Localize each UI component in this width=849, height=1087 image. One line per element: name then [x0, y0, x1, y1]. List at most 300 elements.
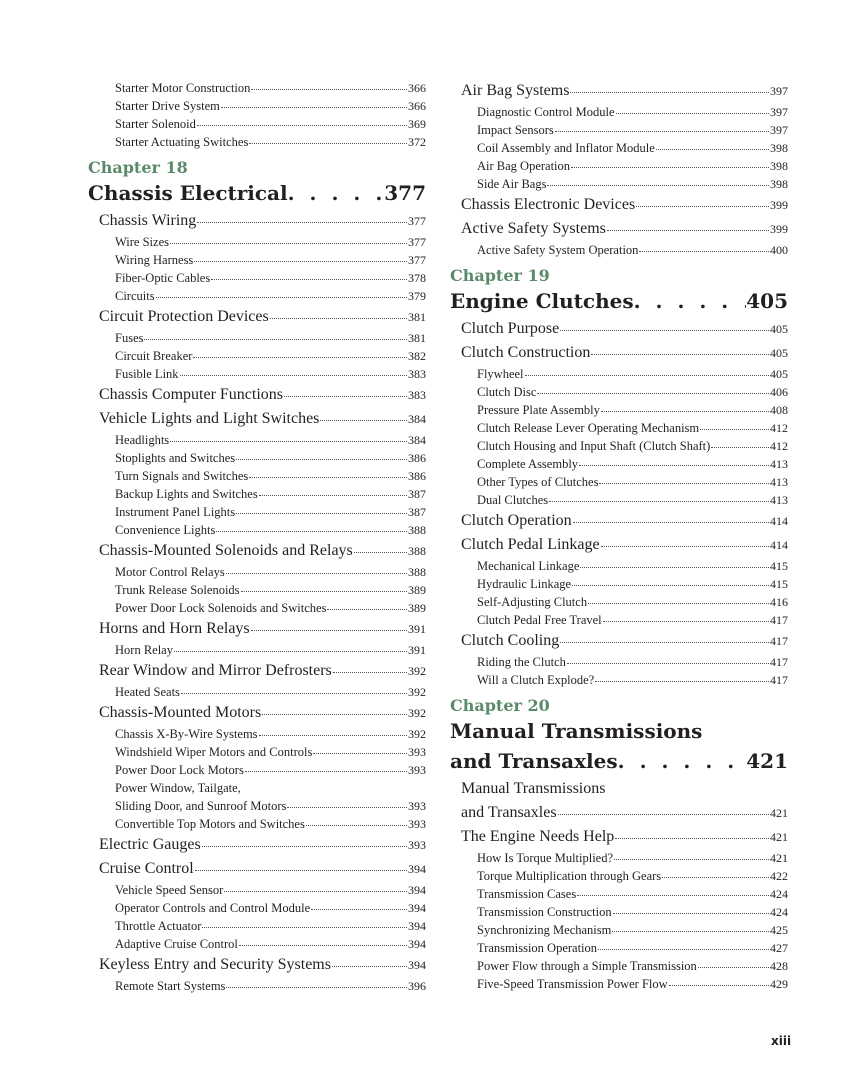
toc-entry-page: 381	[408, 331, 426, 345]
toc-entry-title: Circuit Protection Devices	[99, 308, 269, 325]
toc-entry-page: 394	[408, 901, 426, 915]
toc-entry-title: Complete Assembly	[477, 457, 579, 471]
toc-entry-page: 382	[408, 349, 426, 363]
toc-entry-title: Clutch Disc	[477, 385, 537, 399]
dot-leader	[197, 125, 407, 126]
toc-subsection[interactable]	[450, 437, 788, 455]
toc-entry-title: Starter Drive System	[115, 99, 220, 113]
toc-section[interactable]	[450, 509, 788, 533]
dot-leader	[656, 149, 769, 150]
dot-leader	[194, 261, 407, 262]
toc-entry-page: 412	[770, 421, 788, 435]
toc-entry-title: Coil Assembly and Inflator Module	[477, 141, 655, 155]
toc-subsection[interactable]	[450, 849, 788, 867]
toc-entry-page: 416	[770, 595, 788, 609]
toc-subsection[interactable]	[450, 241, 788, 259]
dot-leader	[571, 167, 769, 168]
toc-subsection[interactable]	[450, 957, 788, 975]
dot-leader	[580, 567, 769, 568]
toc-entry-page: 392	[408, 664, 426, 678]
toc-entry-page: 389	[408, 583, 426, 597]
chapter-label: Chapter 19	[450, 266, 550, 285]
toc-section[interactable]	[88, 617, 426, 641]
toc-entry-page: 377	[408, 253, 426, 267]
toc-entry-page: 394	[408, 862, 426, 876]
toc-entry-title: Remote Start Systems	[115, 979, 226, 993]
toc-entry-title: Power Door Lock Solenoids and Switches	[115, 601, 327, 615]
toc-entry-page: 391	[408, 643, 426, 657]
toc-entry-page: 388	[408, 523, 426, 537]
toc-section[interactable]	[450, 533, 788, 557]
toc-subsection[interactable]	[88, 347, 426, 365]
toc-subsection[interactable]	[88, 935, 426, 953]
toc-entry-title: Cruise Control	[99, 860, 194, 877]
toc-entry-title: Chassis-Mounted Motors	[99, 704, 262, 721]
toc-entry-page: 428	[770, 959, 788, 973]
toc-entry-title: Impact Sensors	[477, 123, 554, 137]
toc-section[interactable]	[88, 383, 426, 407]
toc-entry-page: 397	[770, 123, 788, 137]
dot-leader	[284, 396, 407, 397]
dot-leader	[251, 630, 407, 631]
toc-entry-page: 393	[408, 763, 426, 777]
toc-subsection[interactable]	[88, 899, 426, 917]
toc-section[interactable]	[88, 953, 426, 977]
dot-leader	[525, 375, 769, 376]
toc-entry-title: Heated Seats	[115, 685, 180, 699]
toc-entry-title: Clutch Cooling	[461, 632, 560, 649]
dot-leader	[603, 621, 769, 622]
toc-entry-page: 394	[408, 958, 426, 972]
toc-entry-page: 386	[408, 469, 426, 483]
toc-subsection[interactable]	[88, 251, 426, 269]
toc-subsection[interactable]	[88, 641, 426, 659]
toc-entry-title: Transmission Cases	[477, 887, 577, 901]
dot-leader	[567, 663, 769, 664]
toc-entry-title: and Transaxles	[461, 804, 557, 821]
dot-leader	[288, 179, 385, 207]
dot-leader	[598, 949, 769, 950]
toc-subsection[interactable]	[450, 121, 788, 139]
toc-section[interactable]	[88, 833, 426, 857]
dot-leader	[560, 330, 769, 331]
toc-subsection[interactable]	[88, 581, 426, 599]
dot-leader	[156, 297, 407, 298]
dot-leader	[669, 985, 769, 986]
toc-section[interactable]	[88, 539, 426, 563]
toc-entry-page: 405	[770, 367, 788, 381]
chapter-title[interactable]	[88, 179, 426, 207]
dot-leader	[226, 573, 407, 574]
toc-entry-page: 383	[408, 388, 426, 402]
toc-entry-title: Side Air Bags	[477, 177, 547, 191]
chapter-page: 421	[746, 749, 788, 773]
toc-right-column	[450, 79, 788, 993]
toc-entry-page: 397	[770, 105, 788, 119]
toc-entry-page: 369	[408, 117, 426, 131]
toc-entry-title: The Engine Needs Help	[461, 828, 615, 845]
toc-entry-page: 413	[770, 457, 788, 471]
toc-entry-page: 424	[770, 905, 788, 919]
toc-entry-page: 394	[408, 883, 426, 897]
toc-entry-page: 406	[770, 385, 788, 399]
toc-entry-page: 366	[408, 81, 426, 95]
dot-leader	[612, 931, 769, 932]
toc-subsection[interactable]	[450, 491, 788, 509]
toc-subsection[interactable]	[88, 115, 426, 133]
toc-entry-title: Pressure Plate Assembly	[477, 403, 600, 417]
chapter-label: Chapter 18	[88, 158, 188, 177]
toc-entry-page: 422	[770, 869, 788, 883]
toc-subsection[interactable]	[88, 431, 426, 449]
dot-leader	[262, 714, 407, 715]
dot-leader	[180, 375, 407, 376]
toc-entry-title: Chassis Electronic Devices	[461, 196, 636, 213]
toc-entry-page: 392	[408, 706, 426, 720]
toc-entry-title: Starter Solenoid	[115, 117, 196, 131]
dot-leader	[170, 243, 407, 244]
toc-entry-title: Power Flow through a Simple Transmission	[477, 959, 697, 973]
toc-subsection[interactable]	[450, 671, 788, 689]
toc-entry-page: 377	[408, 235, 426, 249]
toc-entry-title: Riding the Clutch	[477, 655, 566, 669]
toc-entry-title: Stoplights and Switches	[115, 451, 236, 465]
toc-section[interactable]	[450, 217, 788, 241]
toc-subsection[interactable]	[450, 365, 788, 383]
dot-leader	[332, 966, 407, 967]
dot-leader	[547, 185, 769, 186]
toc-subsection[interactable]	[450, 139, 788, 157]
toc-entry-title: Active Safety System Operation	[477, 243, 639, 257]
toc-section[interactable]	[88, 659, 426, 683]
toc-subsection[interactable]	[88, 133, 426, 151]
toc-entry-page: 391	[408, 622, 426, 636]
toc-entry-title: Wiring Harness	[115, 253, 194, 267]
toc-entry-page: 398	[770, 141, 788, 155]
toc-subsection[interactable]	[88, 503, 426, 521]
toc-section[interactable]	[450, 193, 788, 217]
toc-subsection[interactable]	[450, 383, 788, 401]
toc-entry-page: 387	[408, 505, 426, 519]
toc-subsection[interactable]	[88, 881, 426, 899]
dot-leader	[558, 814, 769, 815]
toc-subsection[interactable]	[450, 473, 788, 491]
dot-leader	[202, 846, 407, 847]
toc-entry-page: 384	[408, 433, 426, 447]
toc-subsection[interactable]	[450, 867, 788, 885]
page-number: xiii	[771, 1034, 792, 1048]
toc-entry-title: Fiber-Optic Cables	[115, 271, 211, 285]
toc-section[interactable]	[450, 629, 788, 653]
dot-leader	[216, 531, 407, 532]
toc-entry-title: Chassis Wiring	[99, 212, 197, 229]
toc-entry-page: 408	[770, 403, 788, 417]
dot-leader	[549, 501, 769, 502]
dot-leader	[259, 735, 407, 736]
toc-entry-page: 393	[408, 838, 426, 852]
toc-subsection[interactable]	[450, 557, 788, 575]
dot-leader	[249, 477, 407, 478]
toc-entry-page: 424	[770, 887, 788, 901]
toc-entry-page: 392	[408, 727, 426, 741]
chapter-title[interactable]	[450, 287, 788, 315]
toc-subsection[interactable]	[88, 97, 426, 115]
dot-leader	[241, 591, 407, 592]
toc-entry-title: Motor Control Relays	[115, 565, 225, 579]
toc-section[interactable]	[450, 341, 788, 365]
toc-entry-title: Rear Window and Mirror Defrosters	[99, 662, 332, 679]
toc-entry-title: Circuit Breaker	[115, 349, 193, 363]
dot-leader	[195, 870, 407, 871]
toc-subsection[interactable]	[88, 79, 426, 97]
toc-entry-title: Will a Clutch Explode?	[477, 673, 595, 687]
toc-subsection[interactable]	[450, 593, 788, 611]
toc-subsection[interactable]	[88, 287, 426, 305]
toc-subsection[interactable]	[450, 575, 788, 593]
toc-section[interactable]	[450, 79, 788, 103]
toc-entry-title: Air Bag Systems	[461, 82, 570, 99]
dot-leader	[615, 838, 769, 839]
toc-entry-title: Windshield Wiper Motors and Controls	[115, 745, 313, 759]
toc-subsection[interactable]	[88, 977, 426, 995]
toc-entry-title: Horns and Horn Relays	[99, 620, 250, 637]
toc-entry-title: Keyless Entry and Security Systems	[99, 956, 331, 973]
dot-leader	[236, 513, 407, 514]
dot-leader	[236, 459, 407, 460]
toc-entry-title: Throttle Actuator	[115, 919, 202, 933]
toc-subsection[interactable]	[88, 563, 426, 581]
toc-entry-title-line1: Manual Transmissions	[461, 780, 606, 797]
toc-subsection[interactable]	[88, 743, 426, 761]
toc-section[interactable]	[88, 209, 426, 233]
toc-entry-page: 412	[770, 439, 788, 453]
toc-entry-page: 393	[408, 817, 426, 831]
toc-entry-page: 398	[770, 177, 788, 191]
toc-subsection[interactable]	[88, 329, 426, 347]
toc-section[interactable]	[450, 317, 788, 341]
dot-leader	[601, 546, 769, 547]
toc-entry-page: 388	[408, 544, 426, 558]
toc-entry-title: Chassis Computer Functions	[99, 386, 284, 403]
dot-leader	[634, 287, 747, 315]
dot-leader	[211, 279, 407, 280]
toc-entry-title: Clutch Pedal Free Travel	[477, 613, 602, 627]
toc-entry-title: Clutch Construction	[461, 344, 591, 361]
chapter-title-text: and Transaxles	[450, 749, 618, 773]
dot-leader	[306, 825, 407, 826]
dot-leader	[570, 92, 769, 93]
toc-subsection[interactable]	[450, 419, 788, 437]
toc-section[interactable]	[450, 825, 788, 849]
toc-subsection[interactable]	[450, 455, 788, 473]
toc-subsection[interactable]	[88, 269, 426, 287]
dot-leader	[601, 411, 769, 412]
dot-leader	[181, 693, 407, 694]
dot-leader	[170, 441, 407, 442]
toc-entry-title: Backup Lights and Switches	[115, 487, 258, 501]
toc-entry-title: Clutch Pedal Linkage	[461, 536, 600, 553]
dot-leader	[579, 465, 769, 466]
toc-subsection[interactable]	[450, 175, 788, 193]
toc-entry-page: 425	[770, 923, 788, 937]
toc-subsection[interactable]	[450, 157, 788, 175]
toc-entry-title: Circuits	[115, 289, 155, 303]
toc-subsection[interactable]	[88, 521, 426, 539]
dot-leader	[560, 642, 769, 643]
dot-leader	[354, 552, 407, 553]
dot-leader	[614, 859, 769, 860]
toc-subsection[interactable]	[450, 975, 788, 993]
toc-entry-title: Starter Motor Construction	[115, 81, 251, 95]
toc-entry-title: Transmission Construction	[477, 905, 612, 919]
chapter-title[interactable]	[450, 747, 788, 775]
toc-entry-title: Headlights	[115, 433, 170, 447]
toc-entry-page: 400	[770, 243, 788, 257]
dot-leader	[555, 131, 769, 132]
dot-leader	[591, 354, 769, 355]
toc-section[interactable]	[450, 777, 788, 825]
toc-section[interactable]	[88, 857, 426, 881]
dot-leader	[607, 230, 769, 231]
dot-leader	[698, 967, 769, 968]
toc-entry-title: Wire Sizes	[115, 235, 169, 249]
toc-section[interactable]	[88, 701, 426, 725]
toc-entry-page: 405	[770, 346, 788, 360]
dot-leader	[327, 609, 407, 610]
toc-section[interactable]	[88, 407, 426, 431]
dot-leader	[537, 393, 769, 394]
toc-entry-page: 414	[770, 538, 788, 552]
toc-entry-page: 417	[770, 613, 788, 627]
toc-subsection[interactable]	[88, 365, 426, 383]
dot-leader	[221, 107, 407, 108]
dot-leader	[259, 495, 407, 496]
toc-subsection[interactable]	[88, 233, 426, 251]
toc-entry-title: Electric Gauges	[99, 836, 201, 853]
toc-entry-title: Torque Multiplication through Gears	[477, 869, 662, 883]
toc-subsection[interactable]	[88, 815, 426, 833]
chapter-page: 405	[746, 289, 788, 313]
dot-leader	[224, 891, 407, 892]
dot-leader	[249, 143, 407, 144]
toc-subsection[interactable]	[450, 401, 788, 419]
toc-entry-page: 397	[770, 84, 788, 98]
toc-entry-title: Fusible Link	[115, 367, 179, 381]
toc-entry-title: Starter Actuating Switches	[115, 135, 249, 149]
dot-leader	[700, 429, 769, 430]
toc-entry-title: Chassis-Mounted Solenoids and Relays	[99, 542, 353, 559]
toc-subsection[interactable]	[450, 921, 788, 939]
dot-leader	[639, 251, 769, 252]
toc-entry-title: Clutch Release Lever Operating Mechanism	[477, 421, 700, 435]
toc-entry-title: Convenience Lights	[115, 523, 216, 537]
toc-entry-page: 421	[770, 830, 788, 844]
chapter-title-text: Chassis Electrical	[88, 181, 288, 205]
toc-entry-page: 396	[408, 979, 426, 993]
toc-entry-title: Active Safety Systems	[461, 220, 606, 237]
toc-entry-title: Flywheel	[477, 367, 524, 381]
toc-entry-page: 415	[770, 577, 788, 591]
toc-entry-page: 394	[408, 937, 426, 951]
toc-entry-title: Mechanical Linkage	[477, 559, 580, 573]
toc-subsection[interactable]	[450, 611, 788, 629]
toc-entry-page: 386	[408, 451, 426, 465]
toc-entry-title: Turn Signals and Switches	[115, 469, 249, 483]
toc-entry-page: 372	[408, 135, 426, 149]
chapter-title-line1: Manual Transmissions	[450, 719, 703, 743]
dot-leader	[226, 987, 407, 988]
dot-leader	[313, 753, 407, 754]
toc-left-column	[88, 79, 426, 995]
toc-entry-page: 429	[770, 977, 788, 991]
dot-leader	[711, 447, 769, 448]
chapter-title-block	[450, 717, 788, 775]
dot-leader	[320, 420, 407, 421]
toc-section[interactable]	[88, 305, 426, 329]
toc-entry-page: 392	[408, 685, 426, 699]
toc-entry-page: 399	[770, 198, 788, 212]
dot-leader	[662, 877, 769, 878]
dot-leader	[577, 895, 769, 896]
toc-subsection[interactable]	[88, 485, 426, 503]
dot-leader	[202, 927, 407, 928]
toc-entry-title: Operator Controls and Control Module	[115, 901, 311, 915]
toc-entry-title: Synchronizing Mechanism	[477, 923, 612, 937]
toc-entry-title: Adaptive Cruise Control	[115, 937, 238, 951]
dot-leader	[251, 89, 407, 90]
toc-entry-page: 389	[408, 601, 426, 615]
toc-entry-title: Instrument Panel Lights	[115, 505, 236, 519]
dot-leader	[144, 339, 407, 340]
dot-leader	[287, 807, 407, 808]
toc-subsection[interactable]	[450, 903, 788, 921]
toc-entry-title: Fuses	[115, 331, 144, 345]
toc-entry-page: 427	[770, 941, 788, 955]
toc-subsection[interactable]	[88, 917, 426, 935]
toc-entry-page: 421	[770, 806, 788, 820]
toc-entry-title: Self-Adjusting Clutch	[477, 595, 588, 609]
toc-entry-title: Clutch Purpose	[461, 320, 560, 337]
dot-leader	[333, 672, 407, 673]
toc-subsection[interactable]	[88, 449, 426, 467]
toc-entry-title: Other Types of Clutches	[477, 475, 599, 489]
toc-entry-title: Sliding Door, and Sunroof Motors	[115, 799, 287, 813]
dot-leader	[599, 483, 769, 484]
toc-entry-title: Dual Clutches	[477, 493, 549, 507]
toc-subsection[interactable]	[450, 939, 788, 957]
dot-leader	[595, 681, 769, 682]
toc-subsection[interactable]	[88, 779, 426, 815]
toc-subsection[interactable]	[88, 683, 426, 701]
dot-leader	[311, 909, 407, 910]
toc-entry-page: 421	[770, 851, 788, 865]
toc-entry-title-line1: Power Window, Tailgate,	[115, 781, 241, 795]
toc-subsection[interactable]	[88, 467, 426, 485]
toc-entry-page: 399	[770, 222, 788, 236]
toc-subsection[interactable]	[88, 725, 426, 743]
toc-entry-page: 415	[770, 559, 788, 573]
toc-subsection[interactable]	[88, 761, 426, 779]
toc-subsection[interactable]	[450, 103, 788, 121]
toc-subsection[interactable]	[88, 599, 426, 617]
dot-leader	[270, 318, 407, 319]
toc-entry-title: Hydraulic Linkage	[477, 577, 572, 591]
toc-subsection[interactable]	[450, 885, 788, 903]
toc-subsection[interactable]	[450, 653, 788, 671]
toc-entry-title: Convertible Top Motors and Switches	[115, 817, 305, 831]
toc-entry-page: 393	[408, 799, 426, 813]
toc-entry-title: Diagnostic Control Module	[477, 105, 615, 119]
